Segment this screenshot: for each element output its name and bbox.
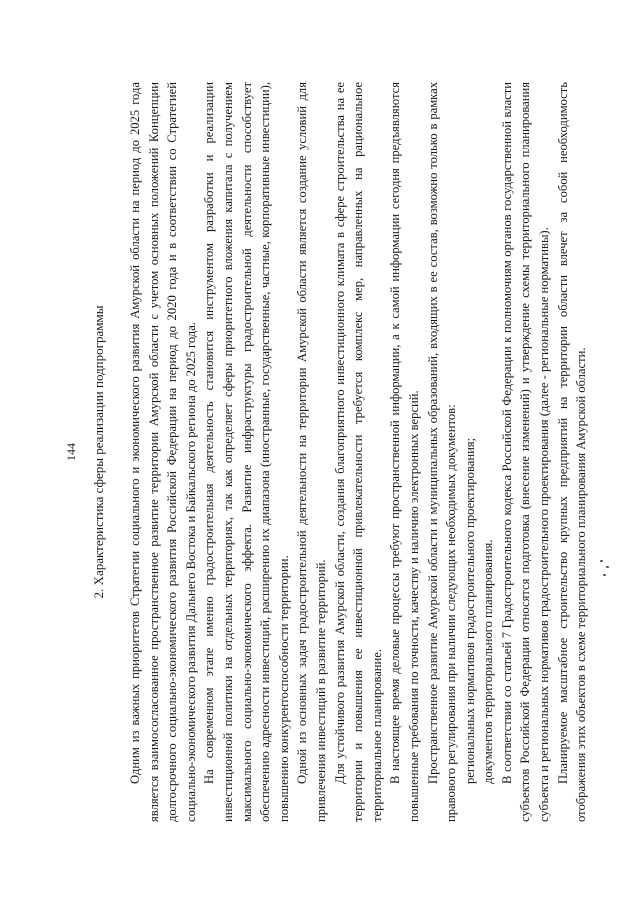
paragraph: Для устойчивого развития Амурской области, создания благоприятного инвестиционного климата в сфере строительства на ее территории и повышения ее инвестиционной привлекательности требуется комплекс мер, направленных на рациональное территориальное планирование. xyxy=(332,82,384,822)
list-item: региональных нормативов градостроительного проектирования; xyxy=(462,437,477,784)
section-title: 2. Характеристика сферы реализации подпрограммы xyxy=(91,305,106,599)
page-number: 144 xyxy=(64,443,78,461)
paragraph: В настоящее время деловые процессы требуют пространственной информации, а к самой информации сегодня предъявляются повышенные требования по точности, качеству и наличию электронных версий. xyxy=(388,82,421,822)
paragraph: Одним из важных приоритетов Стратегии социального и экономического развития Амурской области на период до 2025 года является взаимосогласованное пространственное развитие территории Амурской области с учетом основных положений Концепции долгосрочного социально-экономического развития Российской Федерации на период до 2020 года и в соответствии со Стратегией социально-экономического развития Дальнего Востока и Байкальского региона до 2025 года. xyxy=(128,82,198,822)
paragraph: В соответствии со статьей 7 Градостроительного кодекса Российской Федерации к полномочиям органов государственной власти субъектов Российской Федерации относятся подготовка (внесение изменений) и утверждение схемы территориального планирования субъекта и региональных нормативов градостроительного проектирования (далее - региональные нормативы). xyxy=(499,82,552,822)
paragraph: Планируемое масштабное строительство крупных предприятий на территории области влечет за собой необходимость отображения этих объектов в схеме территориального планирования Амурской области. xyxy=(555,82,589,822)
paragraph: На современном этапе именно градостроительная деятельность становится инструментом разработки и реализации инвестиционной политики на отдельных территориях, так как определяет сферы приоритетного вложения капитала с получением максимального социально-экономического эффекта. Развитие инфраструктуры градостроительной деятельности способствует обеспечению адресности инвестиций, расширению их диапазона (иностранные, государственные, частные, корпоративные инвестиции), повышению конкурентоспособности территории. xyxy=(202,82,291,822)
list-item: документов территориального планирования. xyxy=(481,539,496,784)
page-content xyxy=(62,82,589,822)
paragraph: Пространственное развитие Амурской области и муниципальных образований, входящих в ее состав, возможно только в рамках правового регулирования при наличии следующих необходимых документов: xyxy=(425,82,459,822)
scan-speck xyxy=(606,566,609,568)
paragraph: Одной из основных задач градостроительной деятельности на территории Амурской области является создание условий для привлечения инвестиций в развитие территорий. xyxy=(295,82,328,822)
scan-speck xyxy=(603,574,606,576)
scan-speck xyxy=(600,560,603,562)
rotated-content xyxy=(62,82,589,822)
